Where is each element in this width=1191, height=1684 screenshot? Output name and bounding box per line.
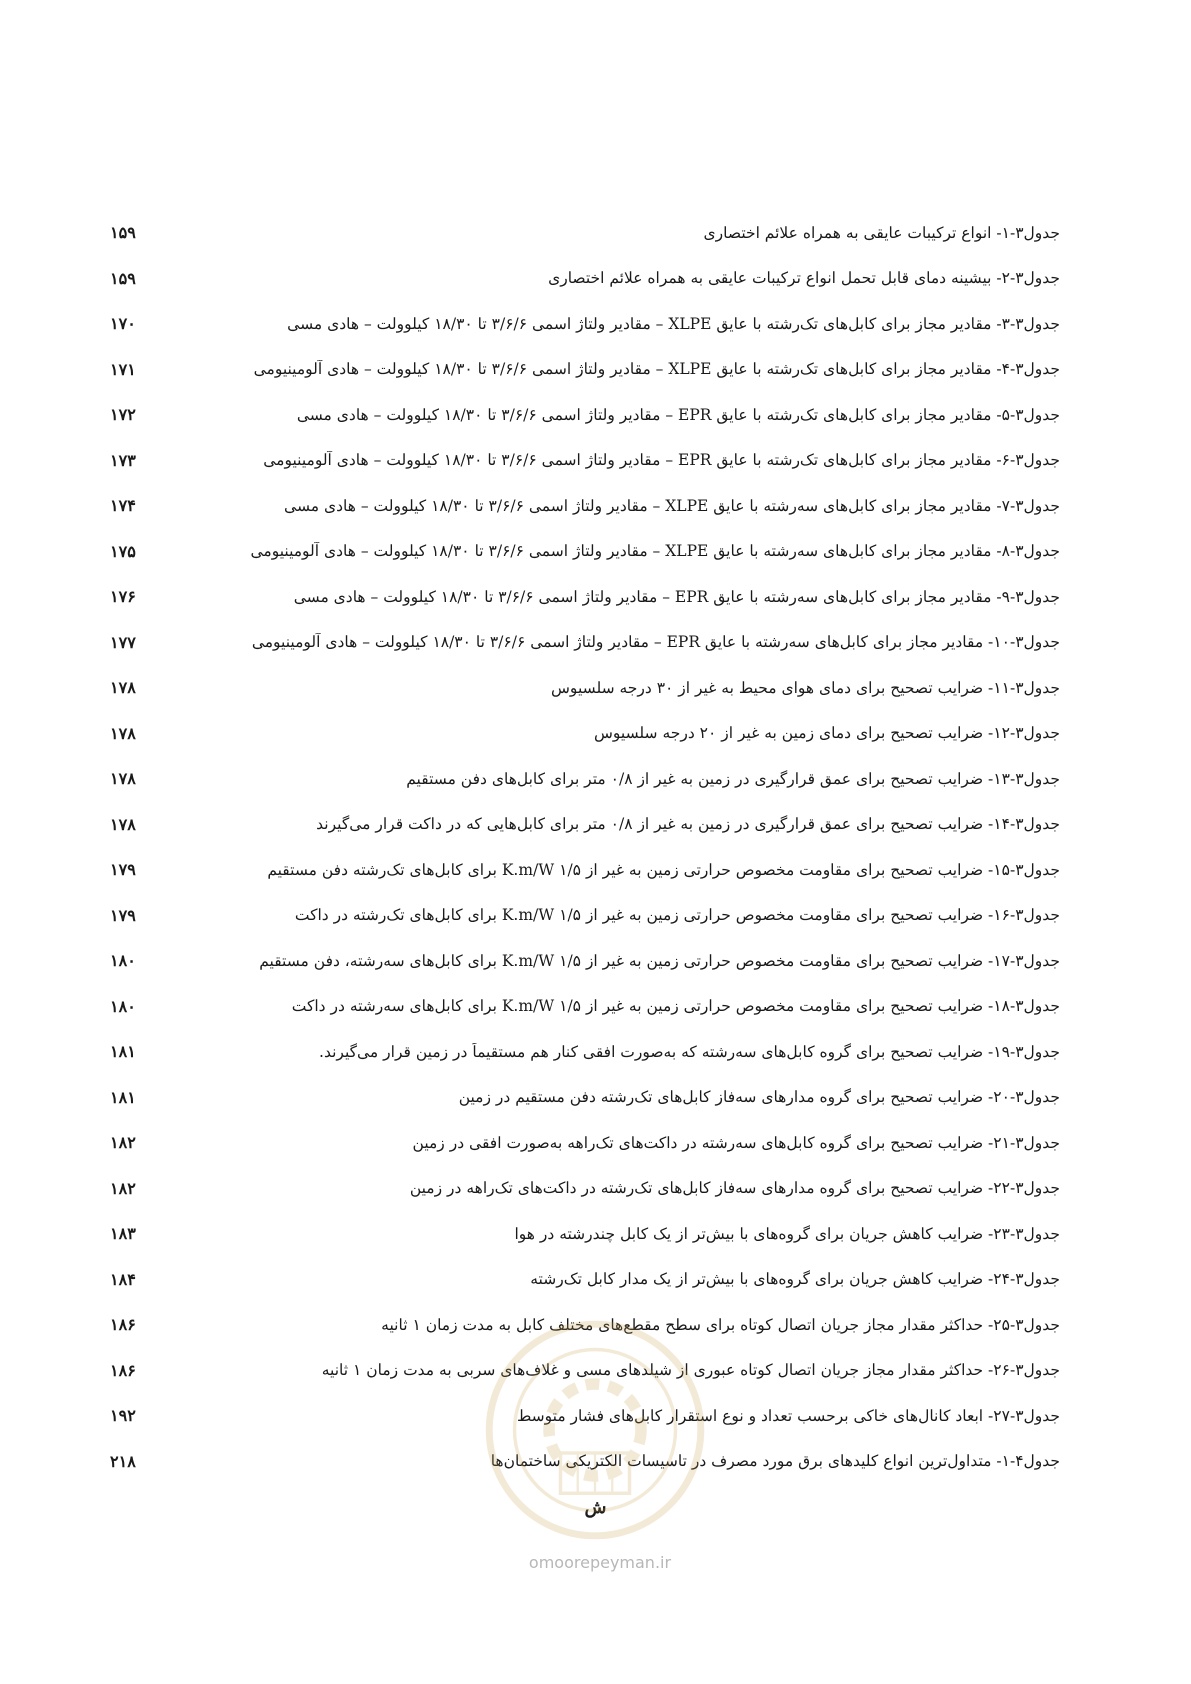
toc-entry-page: ۱۷۷ (110, 632, 136, 652)
toc-entry-page: ۱۹۲ (110, 1406, 136, 1426)
toc-entry-page: ۱۸۶ (110, 1315, 136, 1335)
toc-entry-title: جدول۳-۱۴- ضرایب تصحیح برای عمق قرارگیری در زمین به غیر از ۰/۸ متر برای کابل‌هایی که در داکت قرار می‌گیرند (316, 815, 1060, 834)
toc-row[interactable] (110, 1257, 1060, 1303)
toc-row[interactable] (110, 1029, 1060, 1075)
toc-entry-title: جدول۳-۱۹- ضرایب تصحیح برای گروه کابل‌های سه‌رشته که به‌صورت افقی کنار هم مستقیماً در زمین قرار می‌گیرند. (319, 1042, 1060, 1061)
toc-entry-title: جدول۳-۷- مقادیر مجاز برای کابل‌های سه‌رشته با عایق XLPE – مقادیر ولتاژ اسمی ۳/۶/۶ تا ۱۸/۳۰ کیلوولت – هادی مسی (284, 496, 1060, 515)
toc-entry-title: جدول۳-۲- بیشینه دمای قابل تحمل انواع ترکیبات عایقی به همراه علائم اختصاری (548, 269, 1060, 288)
toc-entry-title: جدول۳-۱۵- ضرایب تصحیح برای مقاومت مخصوص حرارتی زمین به غیر از K.m/W ۱/۵ برای کابل‌های تک‌رشته دفن مستقیم (267, 860, 1060, 879)
toc-entry-page: ۱۷۶ (110, 587, 136, 607)
toc-entry-page: ۱۸۶ (110, 1360, 136, 1380)
toc-entry-title: جدول۳-۱۰- مقادیر مجاز برای کابل‌های سه‌رشته با عایق EPR – مقادیر ولتاژ اسمی ۳/۶/۶ تا ۱۸/۳۰ کیلوولت – هادی آلومینیومی (251, 633, 1060, 652)
toc-entry-title: جدول۳-۲۷- ابعاد کانال‌های خاکی برحسب تعداد و نوع استقرار کابل‌های فشار متوسط (516, 1406, 1060, 1425)
toc-row[interactable] (110, 1075, 1060, 1121)
toc-entry-page: ۱۸۲ (110, 1178, 136, 1198)
toc-entry-page: ۱۸۱ (110, 1087, 136, 1107)
toc-entry-page: ۱۸۰ (110, 951, 136, 971)
toc-entry-title: جدول۳-۹- مقادیر مجاز برای کابل‌های سه‌رشته با عایق EPR – مقادیر ولتاژ اسمی ۳/۶/۶ تا ۱۸/۳۰ کیلوولت – هادی مسی (293, 587, 1060, 606)
toc-row[interactable] (110, 1211, 1060, 1257)
toc-entry-title: جدول۳-۶- مقادیر مجاز برای کابل‌های تک‌رشته با عایق EPR – مقادیر ولتاژ اسمی ۳/۶/۶ تا ۱۸/۳۰ کیلوولت – هادی آلومینیومی (263, 451, 1060, 470)
toc-row[interactable] (110, 984, 1060, 1030)
toc-entry-title: جدول۳-۱۸- ضرایب تصحیح برای مقاومت مخصوص حرارتی زمین به غیر از K.m/W ۱/۵ برای کابل‌های سه‌رشته در داکت (291, 997, 1060, 1016)
toc-row[interactable] (110, 665, 1060, 711)
toc-entry-title: جدول۳-۵- مقادیر مجاز برای کابل‌های تک‌رشته با عایق EPR – مقادیر ولتاژ اسمی ۳/۶/۶ تا ۱۸/۳۰ کیلوولت – هادی مسی (296, 405, 1060, 424)
toc-row[interactable] (110, 210, 1060, 256)
toc-entry-title: جدول۳-۲۱- ضرایب تصحیح برای گروه کابل‌های سه‌رشته در داکت‌های تک‌راهه به‌صورت افقی در زمین (412, 1133, 1060, 1152)
toc-entry-title: جدول۳-۲۳- ضرایب کاهش جریان برای گروه‌های با بیش‌تر از یک کابل چندرشته در هوا (514, 1224, 1060, 1243)
toc-entry-page: ۱۷۵ (110, 541, 136, 561)
toc-entry-page: ۱۷۳ (110, 450, 136, 470)
toc-row[interactable] (110, 847, 1060, 893)
toc-entry-title: جدول۳-۳- مقادیر مجاز برای کابل‌های تک‌رشته با عایق XLPE – مقادیر ولتاژ اسمی ۳/۶/۶ تا ۱۸/۳۰ کیلوولت – هادی مسی (287, 314, 1060, 333)
toc-entry-title: جدول۳-۲۶- حداکثر مقدار مجاز جریان اتصال کوتاه عبوری از شیلدهای مسی و غلاف‌های سربی به مدت زمان ۱ ثانیه (321, 1361, 1060, 1380)
toc-row[interactable] (110, 392, 1060, 438)
toc-entry-page: ۱۸۰ (110, 996, 136, 1016)
toc-entry-title: جدول۳-۸- مقادیر مجاز برای کابل‌های سه‌رشته با عایق XLPE – مقادیر ولتاژ اسمی ۳/۶/۶ تا ۱۸/۳۰ کیلوولت – هادی آلومینیومی (250, 542, 1060, 561)
toc-entry-page: ۱۷۴ (110, 496, 136, 516)
toc-row[interactable] (110, 1166, 1060, 1212)
toc-entry-page: ۱۷۰ (110, 314, 136, 334)
watermark-url: omoorepeyman.ir (528, 1553, 672, 1572)
toc-entry-page: ۱۷۹ (110, 905, 136, 925)
toc-entry-title: جدول۳-۱۱- ضرایب تصحیح برای دمای هوای محیط به غیر از ۳۰ درجه سلسیوس (551, 678, 1060, 697)
toc-entry-page: ۱۷۸ (110, 678, 136, 698)
toc-row[interactable] (110, 1393, 1060, 1439)
toc-entry-page: ۱۷۸ (110, 723, 136, 743)
toc-entry-title: جدول۳-۱۶- ضرایب تصحیح برای مقاومت مخصوص حرارتی زمین به غیر از K.m/W ۱/۵ برای کابل‌های تک‌رشته در داکت (294, 906, 1060, 925)
toc-entry-page: ۱۵۹ (110, 223, 136, 243)
toc-entry-page: ۱۸۱ (110, 1042, 136, 1062)
toc-entry-title: جدول۳-۱۲- ضرایب تصحیح برای دمای زمین به غیر از ۲۰ درجه سلسیوس (593, 724, 1060, 743)
toc-row[interactable] (110, 1302, 1060, 1348)
toc-row[interactable] (110, 256, 1060, 302)
toc-row[interactable] (110, 1120, 1060, 1166)
toc-row[interactable] (110, 756, 1060, 802)
toc-entry-title: جدول۴-۱- متداول‌ترین انواع کلیدهای برق مورد مصرف در تاسیسات الکتریکی ساختمان‌ها (490, 1452, 1060, 1471)
toc-entry-title: جدول۳-۱۷- ضرایب تصحیح برای مقاومت مخصوص حرارتی زمین به غیر از K.m/W ۱/۵ برای کابل‌های سه‌رشته، دفن مستقیم (259, 951, 1060, 970)
toc-row[interactable] (110, 938, 1060, 984)
toc-row[interactable] (110, 711, 1060, 757)
toc-entry-page: ۱۸۳ (110, 1224, 136, 1244)
toc-entry-page: ۱۵۹ (110, 268, 136, 288)
toc-row[interactable] (110, 529, 1060, 575)
page-number: ش (584, 1497, 607, 1518)
toc-entry-page: ۱۷۲ (110, 405, 136, 425)
table-of-tables (110, 210, 1060, 1484)
toc-row[interactable] (110, 574, 1060, 620)
toc-row[interactable] (110, 620, 1060, 666)
toc-entry-title: جدول۳-۱- انواع ترکیبات عایقی به همراه علائم اختصاری (703, 223, 1060, 242)
toc-row[interactable] (110, 438, 1060, 484)
toc-row[interactable] (110, 802, 1060, 848)
toc-row[interactable] (110, 301, 1060, 347)
toc-row[interactable] (110, 893, 1060, 939)
toc-entry-page: ۱۷۹ (110, 860, 136, 880)
toc-entry-title: جدول۳-۲۴- ضرایب کاهش جریان برای گروه‌های با بیش‌تر از یک مدار کابل تک‌رشته (530, 1270, 1060, 1289)
toc-entry-title: جدول۳-۴- مقادیر مجاز برای کابل‌های تک‌رشته با عایق XLPE – مقادیر ولتاژ اسمی ۳/۶/۶ تا ۱۸/۳۰ کیلوولت – هادی آلومینیومی (253, 360, 1060, 379)
toc-entry-page: ۱۸۲ (110, 1133, 136, 1153)
toc-entry-title: جدول۳-۲۲- ضرایب تصحیح برای گروه مدارهای سه‌فاز کابل‌های تک‌رشته در داکت‌های تک‌راهه در زمین (409, 1179, 1060, 1198)
toc-entry-page: ۱۷۸ (110, 814, 136, 834)
toc-row[interactable] (110, 1348, 1060, 1394)
toc-entry-title: جدول۳-۲۰- ضرایب تصحیح برای گروه مدارهای سه‌فاز کابل‌های تک‌رشته دفن مستقیم در زمین (458, 1088, 1060, 1107)
toc-entry-page: ۱۷۸ (110, 769, 136, 789)
toc-row[interactable] (110, 1439, 1060, 1485)
toc-entry-title: جدول۳-۱۳- ضرایب تصحیح برای عمق قرارگیری در زمین به غیر از ۰/۸ متر برای کابل‌های دفن مستقیم (406, 769, 1060, 788)
toc-entry-page: ۱۷۱ (110, 359, 136, 379)
toc-entry-page: ۱۸۴ (110, 1269, 136, 1289)
toc-entry-title: جدول۳-۲۵- حداکثر مقدار مجاز جریان اتصال کوتاه برای سطح مقطع‌های مختلف کابل به مدت زمان ۱ ثانیه (381, 1315, 1060, 1334)
toc-row[interactable] (110, 347, 1060, 393)
toc-entry-page: ۲۱۸ (110, 1451, 136, 1471)
toc-row[interactable] (110, 483, 1060, 529)
